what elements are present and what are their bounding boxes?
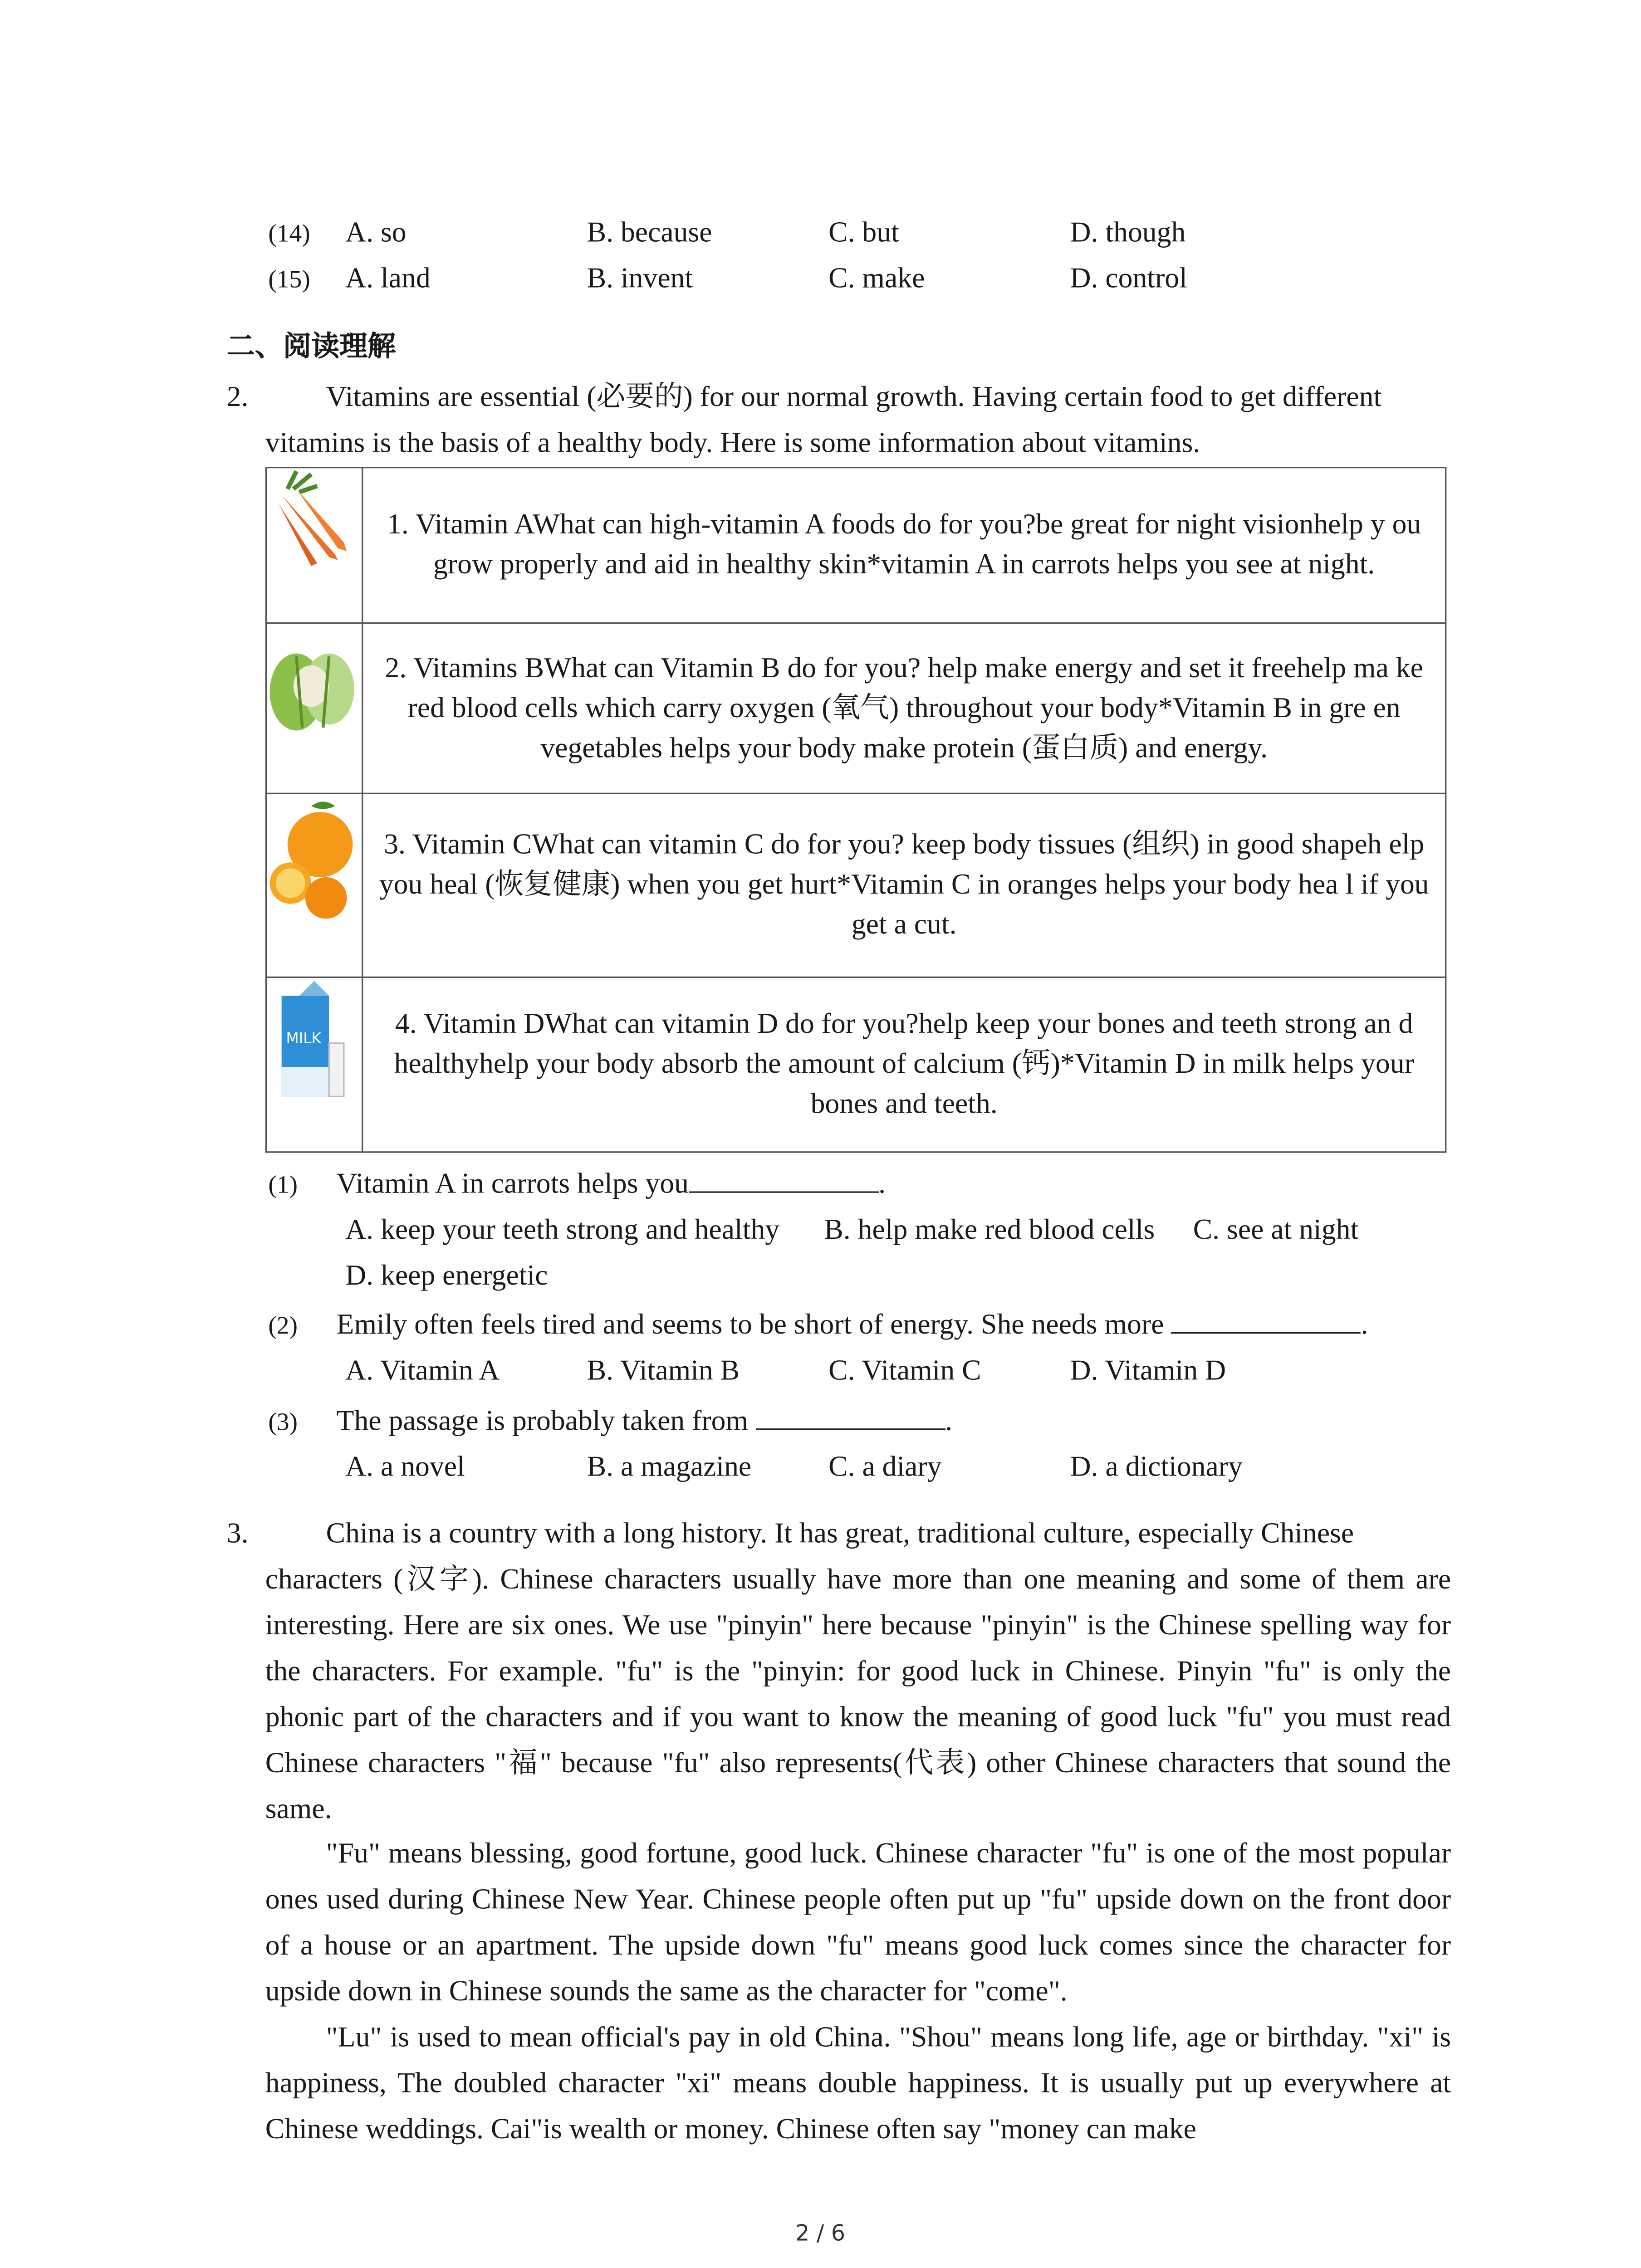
image-cell: [266, 977, 362, 1152]
page-number: 2 / 6: [795, 2219, 846, 2247]
subquestion-number: (3): [268, 1408, 298, 1436]
subquestion-number: (2): [268, 1311, 298, 1340]
option-c: C. make: [828, 264, 925, 295]
table-row: [266, 793, 1445, 977]
question-number: 2.: [226, 382, 249, 414]
subquestion-stem: Vitamin A in carrots helps you .: [337, 1162, 886, 1207]
option-b: B. invent: [587, 264, 693, 295]
image-cell: [266, 793, 362, 977]
option-b: B. a magazine: [587, 1452, 752, 1483]
subquestion-number: (1): [268, 1170, 298, 1199]
passage-paragraph: characters (汉字). Chinese characters usually have more than one meaning and some of them are interesting. Here are six ones. We use "pinyin" here because "pinyin" is the Chinese spelling way for the characters. For example. "fu" is the "pinyin: for good luck in Chinese. Pinyin "fu" is only the phonic part of the characters and if you want to know the meaning of good luck "fu" you must read Chinese characters "福" because "fu" also represents(代表) other Chinese characters that sound the same.: [265, 1564, 1451, 1826]
image-cell: [266, 468, 362, 623]
intro-line: vitamins is the basis of a healthy body. Here is some information about vitamins.: [265, 428, 1200, 459]
option-a: A. Vitamin A: [345, 1356, 500, 1387]
option-b: B. because: [587, 218, 712, 249]
option-a: A. keep your teeth strong and healthy: [345, 1215, 780, 1246]
carrot-icon: [267, 468, 359, 572]
question-number: 3.: [226, 1519, 249, 1550]
passage-first-line: China is a country with a long history. It has great, traditional culture, especially Chinese: [326, 1519, 1354, 1550]
answer-blank[interactable]: [1171, 1305, 1361, 1334]
option-b: B. Vitamin B: [587, 1356, 740, 1387]
option-d: D. a dictionary: [1070, 1452, 1243, 1483]
option-d: D. keep energetic: [345, 1261, 548, 1292]
option-d: D. control: [1070, 264, 1187, 295]
option-d: D. though: [1070, 218, 1186, 249]
vitamin-table: [265, 467, 1447, 1153]
cauliflower-icon: [267, 624, 359, 745]
vitamin-b-info: 2. Vitamins BWhat can Vitamin B do for you? help make energy and set it freehelp ma ke red blood cells which carry oxygen (氧气) throughout your body*Vitamin B in gre en vegetables helps your body make protein (蛋白质) and energy.: [362, 623, 1446, 794]
table-row: [266, 623, 1445, 794]
subquestion-stem: Emily often feels tired and seems to be short of energy. She needs more .: [337, 1302, 1368, 1348]
answer-blank[interactable]: [755, 1402, 945, 1430]
table-row: [266, 977, 1445, 1152]
milk-carton-icon: [267, 978, 359, 1102]
option-a: A. a novel: [345, 1452, 465, 1483]
option-a: A. land: [345, 264, 431, 295]
option-c: C. a diary: [828, 1452, 942, 1483]
milk-label: MILK: [286, 1029, 321, 1047]
option-d: D. Vitamin D: [1070, 1356, 1226, 1387]
section-heading: 二、阅读理解: [226, 330, 396, 363]
vitamin-a-info: 1. Vitamin AWhat can high-vitamin A foods do for you?be great for night visionhelp y ou grow properly and aid in healthy skin*vitamin A in carrots helps you see at night.: [362, 468, 1446, 623]
vitamin-c-info: 3. Vitamin CWhat can vitamin C do for you? keep body tissues (组织) in good shapeh elp you heal (恢复健康) when you get hurt*Vitamin C in oranges helps your body hea l if you get a cut.: [362, 793, 1446, 977]
option-c: C. but: [828, 218, 899, 249]
option-a: A. so: [345, 218, 407, 249]
option-number: (14): [268, 219, 310, 248]
image-cell: [266, 623, 362, 794]
option-c: C. Vitamin C: [828, 1356, 981, 1387]
answer-blank[interactable]: [689, 1165, 878, 1193]
orange-icon: [267, 794, 359, 928]
option-b: B. help make red blood cells: [824, 1215, 1155, 1246]
passage-paragraph: "Lu" is used to mean official's pay in old China. "Shou" means long life, age or birthday. "xi" is happiness, The doubled character "xi" means double happiness. It is usually put up everywhere at Chinese weddings. Cai"is wealth or money. Chinese often say "money can make: [265, 2023, 1451, 2146]
subquestion-stem: The passage is probably taken from .: [337, 1399, 952, 1445]
table-row: [266, 468, 1445, 623]
passage-paragraph: "Fu" means blessing, good fortune, good luck. Chinese character "fu" is one of the most popular ones used during Chinese New Year. Chinese people often put up "fu" upside down on the front door of a house or an apartment. The upside down "fu" means good luck comes since the character for upside down in Chinese sounds the same as the character for "come".: [265, 1838, 1451, 2008]
intro-line: Vitamins are essential (必要的) for our normal growth. Having certain food to get different: [326, 382, 1382, 414]
option-number: (15): [268, 265, 310, 293]
vitamin-d-info: 4. Vitamin DWhat can vitamin D do for you?help keep your bones and teeth strong an d healthyhelp your body absorb the amount of calcium (钙)*Vitamin D in milk helps your bones and teeth.: [362, 977, 1446, 1152]
option-c: C. see at night: [1193, 1215, 1359, 1246]
